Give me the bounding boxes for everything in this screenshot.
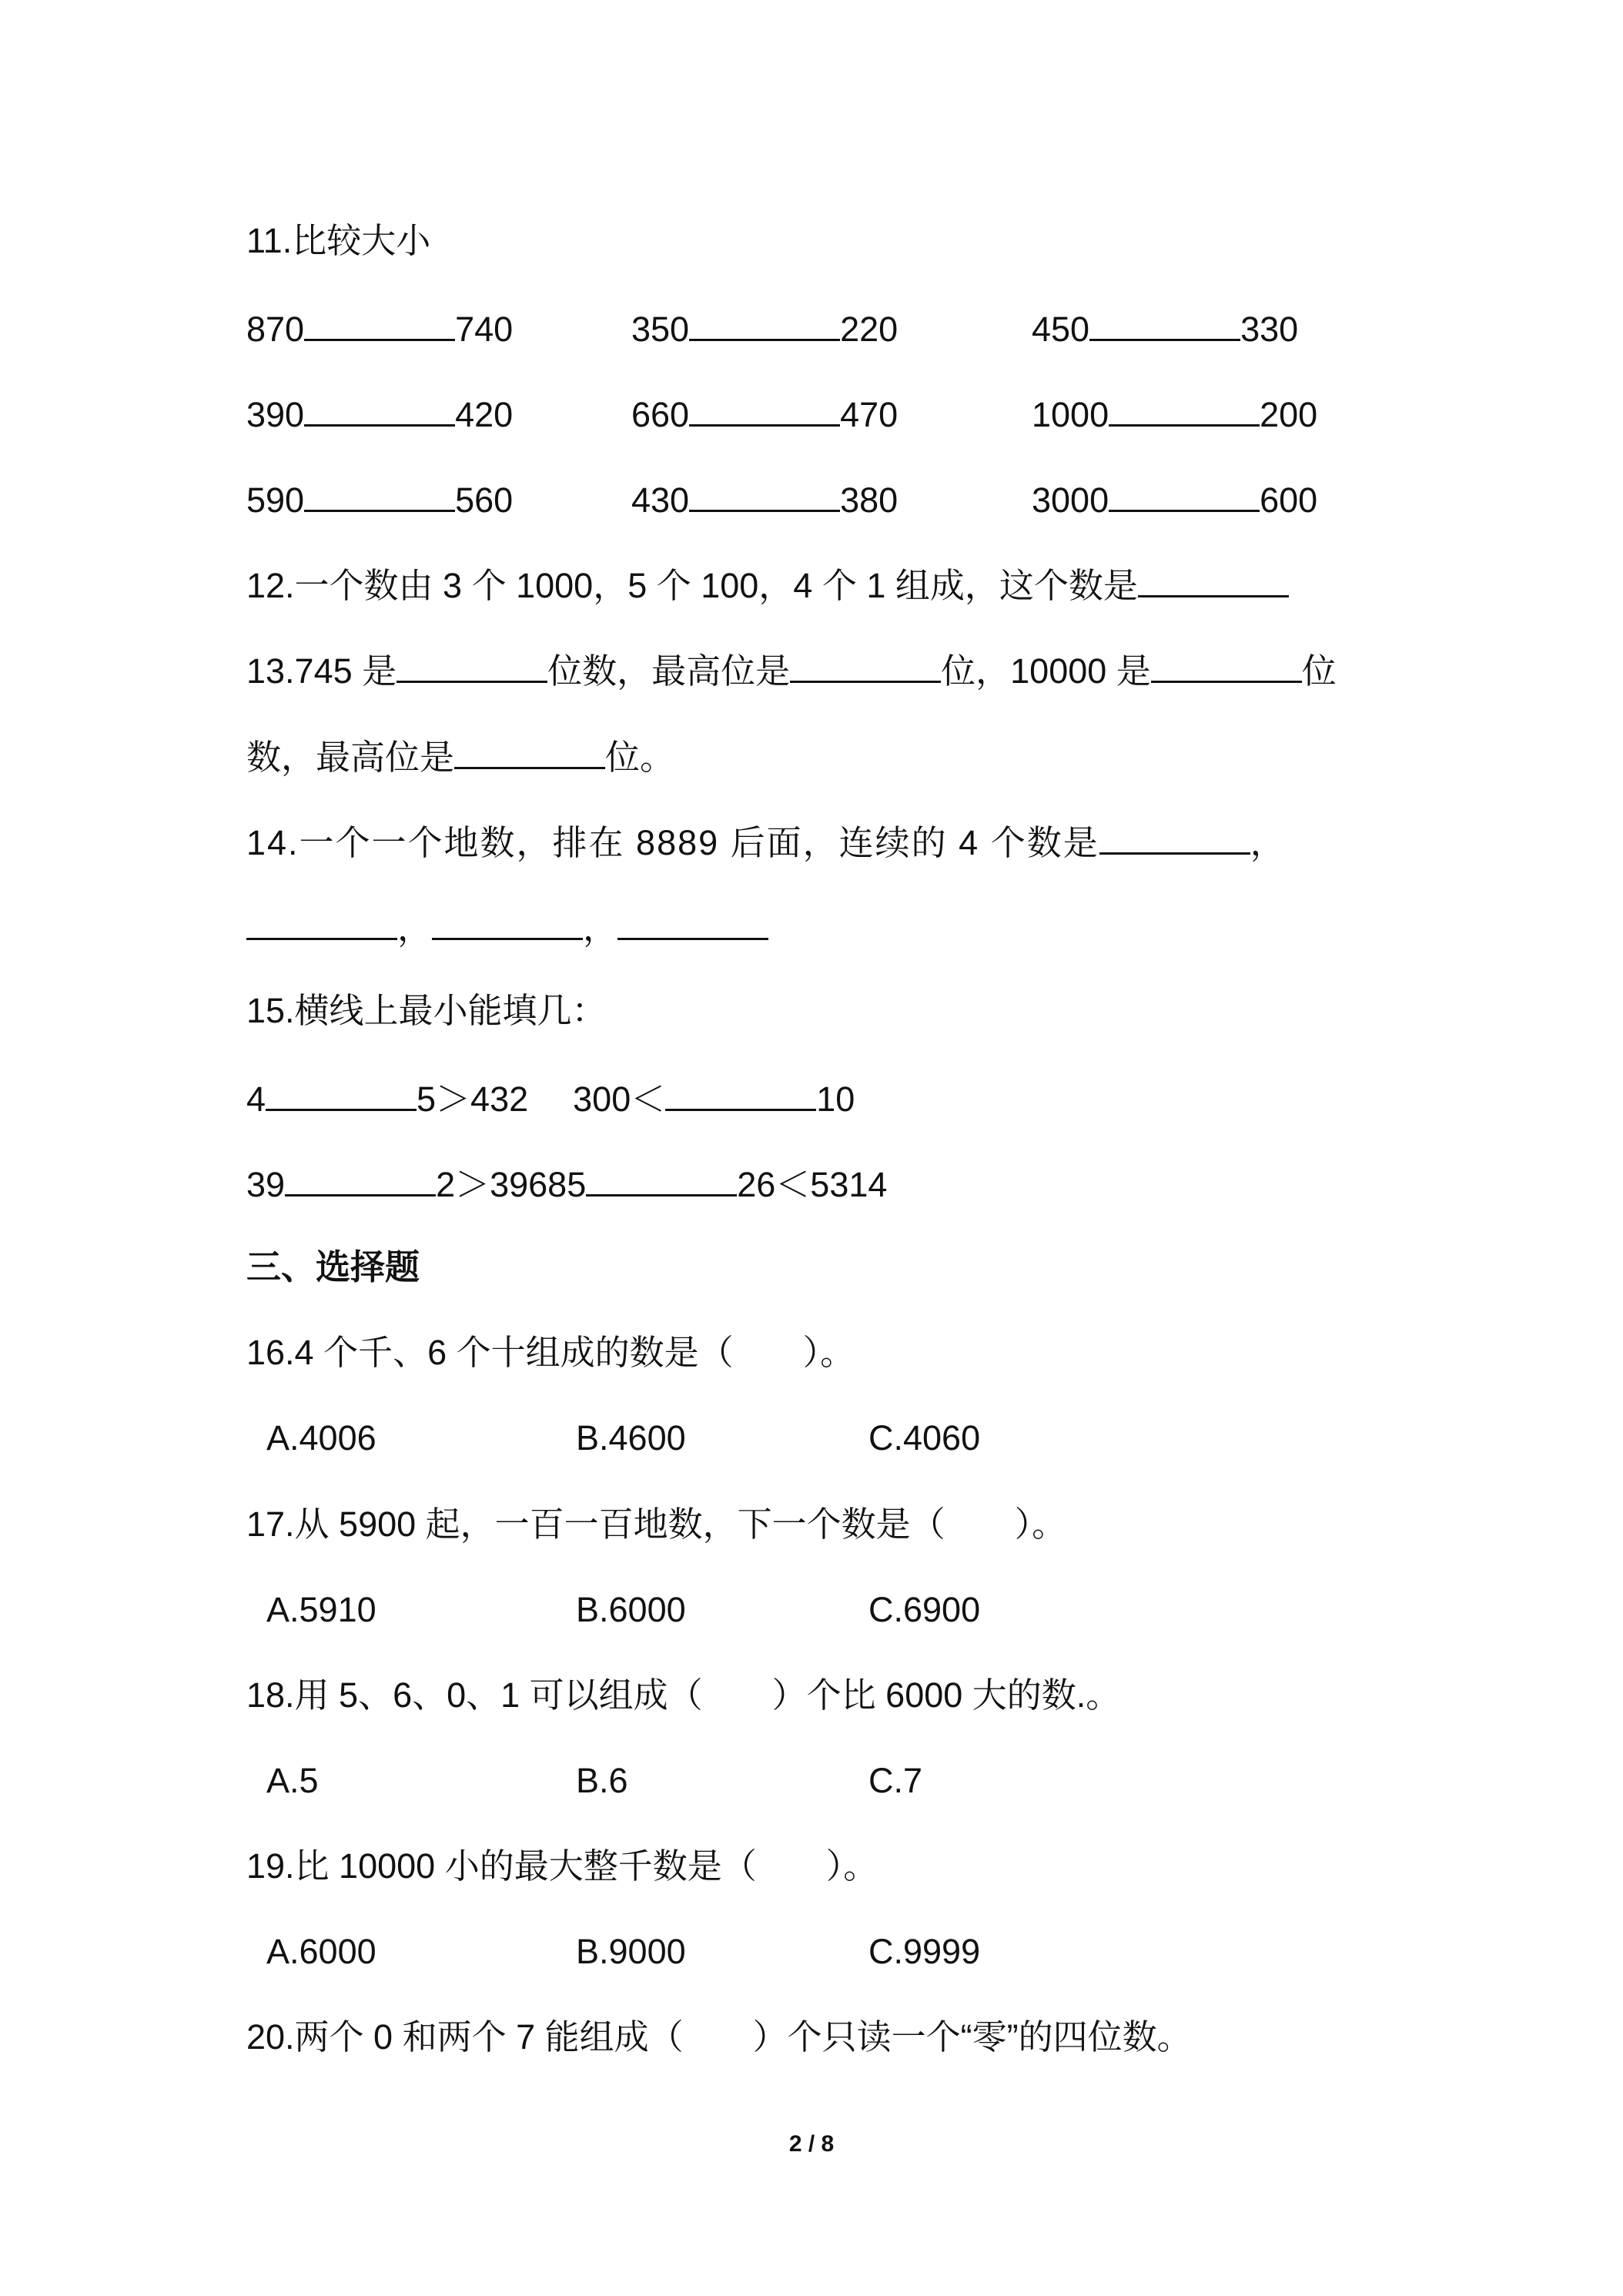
option-b[interactable]: B.4600: [576, 1418, 686, 1458]
answer-blank[interactable]: [586, 1159, 737, 1197]
q14-line2: ， ，: [246, 902, 768, 952]
question-stem: 20.两个 0 和两个 7 能组成（ ）个只读一个“零”的四位数。: [246, 2017, 1192, 2057]
option-a[interactable]: A.5910: [266, 1590, 376, 1629]
answer-blank[interactable]: [790, 645, 941, 683]
option-a[interactable]: A.4006: [266, 1418, 376, 1458]
compare-item: 3000 600: [1032, 474, 1317, 524]
option-c[interactable]: C.7: [868, 1761, 923, 1800]
option-c[interactable]: C.4060: [868, 1418, 981, 1458]
compare-item: 390 420: [246, 389, 513, 438]
q15-title: 15.横线上最小能填几：: [246, 991, 607, 1030]
answer-blank[interactable]: [285, 1159, 436, 1197]
compare-item: 430 380: [631, 474, 898, 524]
answer-blank[interactable]: [1109, 389, 1260, 427]
answer-blank[interactable]: [617, 902, 768, 940]
compare-item: 1000 200: [1032, 389, 1317, 438]
option-b[interactable]: B.6: [576, 1761, 628, 1800]
q15-row2: 39 2＞39685 26＜5314: [246, 1159, 887, 1208]
answer-blank[interactable]: [246, 902, 397, 940]
answer-blank[interactable]: [304, 389, 455, 427]
option-c[interactable]: C.9999: [868, 1932, 981, 1971]
answer-blank[interactable]: [1151, 645, 1302, 683]
answer-blank[interactable]: [1099, 817, 1250, 855]
compare-item: 870 740: [246, 303, 513, 353]
page-number: 2 / 8: [788, 2131, 835, 2157]
answer-blank[interactable]: [397, 645, 547, 683]
compare-item: 660 470: [631, 389, 898, 438]
answer-blank[interactable]: [689, 389, 840, 427]
answer-blank[interactable]: [665, 1073, 816, 1111]
q12: 12.一个数由 3 个 1000，5 个 100，4 个 1 组成，这个数是: [246, 560, 1289, 609]
option-b[interactable]: B.6000: [576, 1590, 686, 1629]
answer-blank[interactable]: [1109, 474, 1260, 512]
option-c[interactable]: C.6900: [868, 1590, 981, 1629]
q13-line1: 13.745 是 位数，最高位是 位，10000 是 位: [246, 645, 1337, 694]
q13-line2: 数，最高位是 位。: [246, 731, 674, 781]
section-heading: 三、选择题: [246, 1247, 420, 1287]
compare-item: 350 220: [631, 303, 898, 353]
question-stem: 16.4 个千、6 个十组成的数是（ ）。: [246, 1333, 855, 1372]
answer-blank[interactable]: [304, 303, 455, 341]
answer-blank[interactable]: [266, 1073, 417, 1111]
answer-blank[interactable]: [689, 474, 840, 512]
question-stem: 19.比 10000 小的最大整千数是（ ）。: [246, 1846, 878, 1886]
option-a[interactable]: A.5: [266, 1761, 319, 1800]
compare-item: 450 330: [1032, 303, 1298, 353]
answer-blank[interactable]: [454, 731, 605, 769]
answer-blank[interactable]: [304, 474, 455, 512]
q11-title: 11.比较大小: [246, 221, 431, 260]
answer-blank[interactable]: [1138, 560, 1289, 597]
answer-blank[interactable]: [1089, 303, 1240, 341]
question-stem: 18.用 5、6、0、1 可以组成（ ）个比 6000 大的数.。: [246, 1675, 1121, 1715]
option-b[interactable]: B.9000: [576, 1932, 686, 1971]
option-a[interactable]: A.6000: [266, 1932, 376, 1971]
answer-blank[interactable]: [432, 902, 583, 940]
q15-row1: 4 5＞432 300＜ 10: [246, 1073, 855, 1123]
compare-item: 590 560: [246, 474, 513, 524]
question-stem: 17.从 5900 起，一百一百地数，下一个数是（ ）。: [246, 1504, 1067, 1544]
q14-line1: 14.一个一个地数，排在 8889 后面，连续的 4 个数是 ，: [246, 817, 1287, 866]
answer-blank[interactable]: [689, 303, 840, 341]
